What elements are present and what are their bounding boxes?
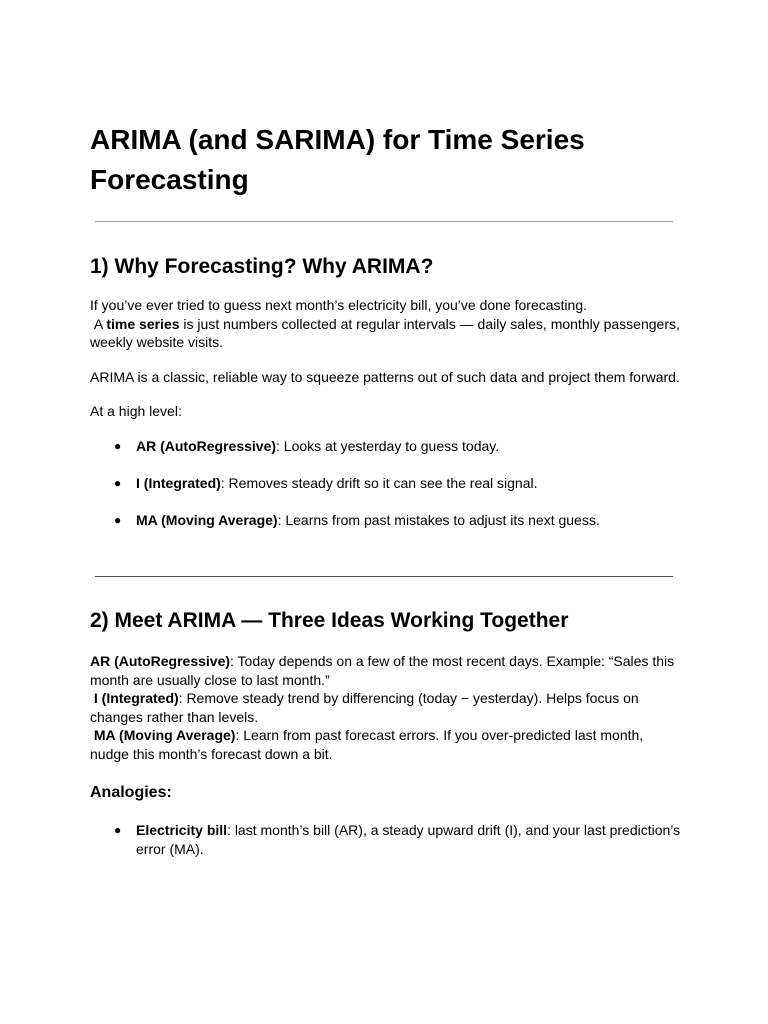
bullet-icon: ● xyxy=(114,476,122,490)
bullet-icon: ● xyxy=(114,439,122,453)
paragraph-text: If you’ve ever tried to guess next month’s electricity bill, you’ve done forecasting. xyxy=(90,297,587,313)
section-2-definitions xyxy=(90,652,680,763)
divider xyxy=(95,221,673,222)
section-2-heading: 2) Meet ARIMA — Three Ideas Working Together xyxy=(90,609,569,632)
bullet-icon: ● xyxy=(114,513,122,527)
term-i: I (Integrated) xyxy=(93,690,179,706)
definition-text: : Today depends on a few of the most recent days. Example: “Sales this month are usually close to last month.” xyxy=(90,653,675,688)
term-electricity-bill: Electricity bill xyxy=(136,822,228,838)
term-time-series: time series xyxy=(106,315,180,332)
list-item-text: : Looks at yesterday to guess today. xyxy=(276,438,500,454)
definition-text: : Learn from past forecast errors. If you over-predicted last month, nudge this month’s forecast down a bit. xyxy=(90,727,644,762)
term-i: I (Integrated) xyxy=(136,475,221,491)
list-item-text: : Learns from past mistakes to adjust its next guess. xyxy=(277,512,600,528)
bullet-icon: ● xyxy=(114,823,122,837)
term-ar: AR (AutoRegressive) xyxy=(90,653,231,669)
term-ma: MA (Moving Average) xyxy=(136,512,278,528)
analogies-heading: Analogies: xyxy=(90,784,172,801)
definition-text: : Remove steady trend by differencing (today − yesterday). Helps focus on changes rather than levels. xyxy=(90,690,639,725)
section-1-paragraph-2: ARIMA is a classic, reliable way to squeeze patterns out of such data and project them forward. xyxy=(90,369,680,385)
term-ma: MA (Moving Average) xyxy=(93,727,236,743)
list-item-text: : last month’s bill (AR), a steady upward drift (I), and your last prediction’s error (MA). xyxy=(136,822,681,857)
section-1-paragraph-3: At a high level: xyxy=(90,403,182,419)
section-1-paragraph-1 xyxy=(90,296,690,352)
paragraph-text: is just numbers collected at regular intervals — daily sales, monthly passengers, weekly website visits. xyxy=(90,315,680,350)
paragraph-text: A xyxy=(93,315,107,332)
term-ar: AR (AutoRegressive) xyxy=(136,438,277,454)
document-title: ARIMA (and SARIMA) for Time Series Forecasting xyxy=(90,124,585,195)
section-1-heading: 1) Why Forecasting? Why ARIMA? xyxy=(90,255,434,278)
divider xyxy=(95,576,673,577)
list-item-text: : Removes steady drift so it can see the real signal. xyxy=(220,475,538,491)
